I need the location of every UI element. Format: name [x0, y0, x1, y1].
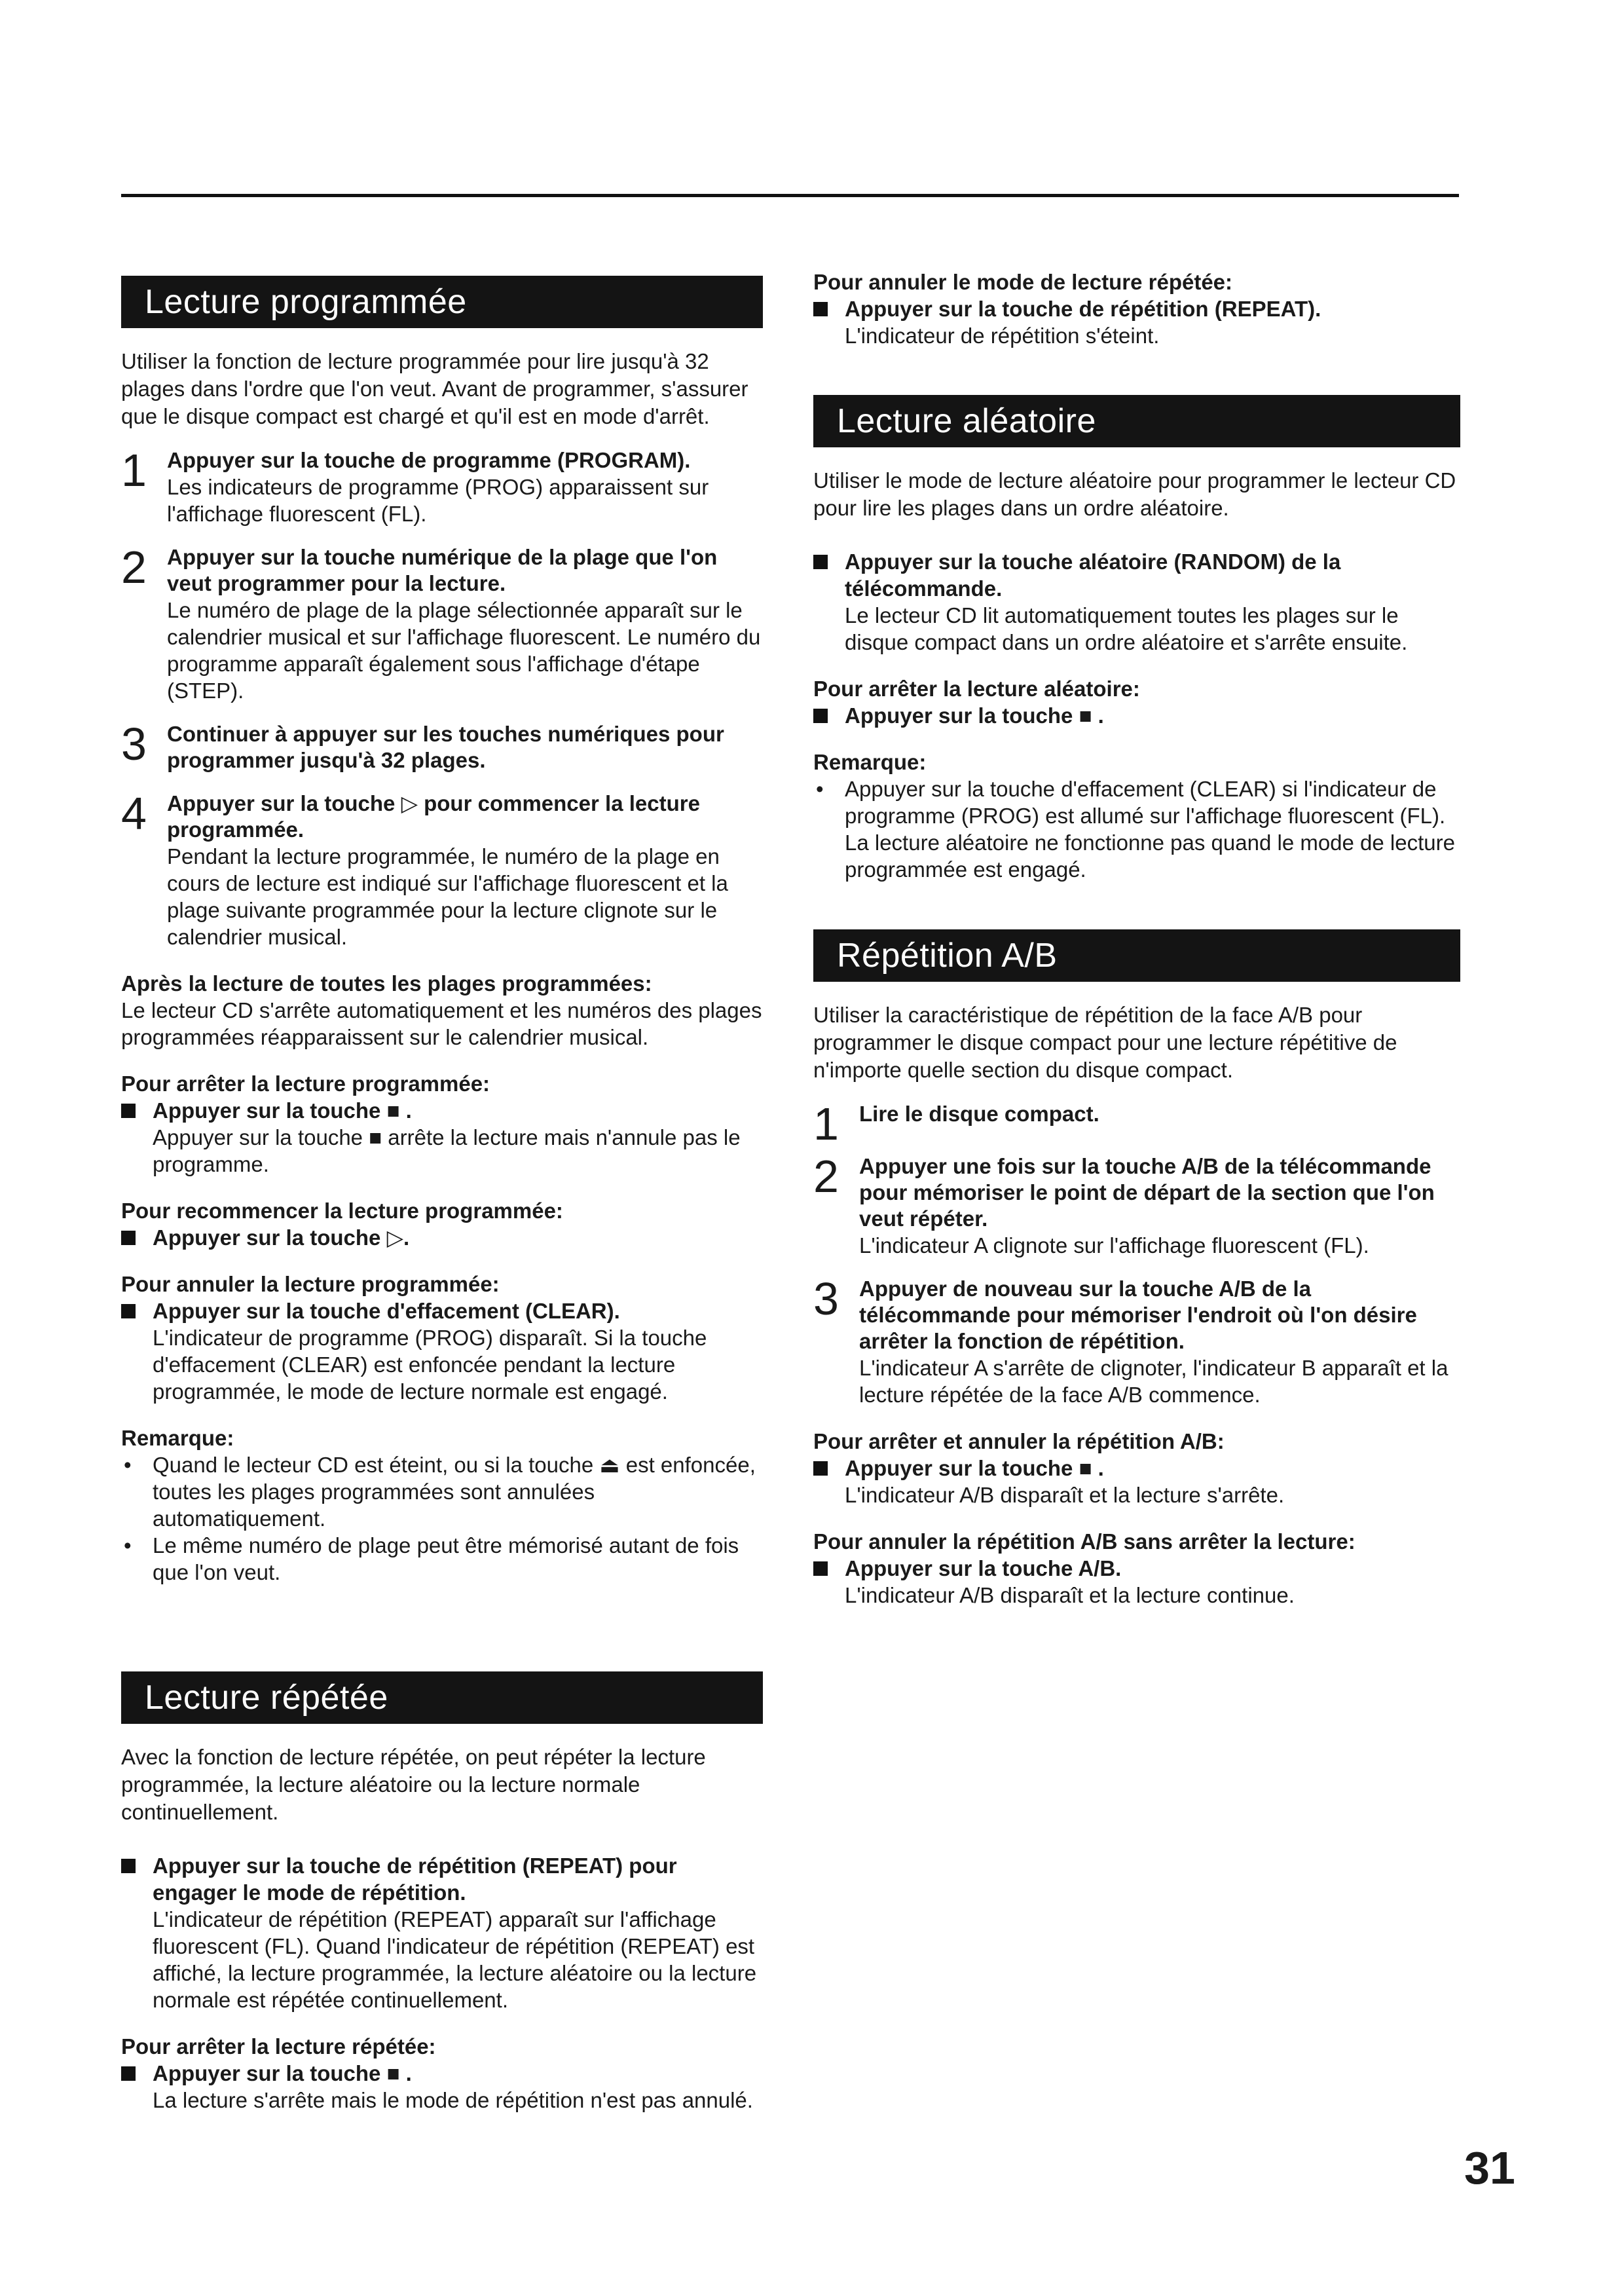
- section-title-programmed: Lecture programmée: [121, 276, 763, 328]
- intro-repeat: Avec la fonction de lecture répétée, on peut répéter la lecture programmée, la lecture aléatoire ou la lecture normale continuellement.: [121, 1745, 706, 1824]
- step-item: [121, 447, 763, 527]
- bullet-title: Appuyer sur la touche d'effacement (CLEAR).: [153, 1299, 620, 1323]
- after-programmed: [121, 970, 763, 1051]
- step-item: [813, 1098, 1460, 1149]
- bullet-desc: L'indicateur de répétition (REPEAT) apparaît sur l'affichage fluorescent (FL). Quand l'indicateur de répétition (REPEAT) est affiché, la lecture programmée, la lecture aléatoire ou la lecture normale est répétée continuellement.: [153, 1907, 757, 2012]
- bullet-desc: Le lecteur CD lit automatiquement toutes les plages sur le disque compact dans un ordre aléatoire et s'arrête ensuite.: [845, 603, 1408, 654]
- section-repeat-cancel: [813, 269, 1460, 349]
- note-item: • Quand le lecteur CD est éteint, ou si la touche ⏏ est enfoncée, toutes les plages programmées sont annulées automatiquement.: [121, 1451, 763, 1532]
- intro-ab: Utiliser la caractéristique de répétition de la face A/B pour programmer le disque compact pour une lecture répétitive de n'importe quelle section du disque compact.: [813, 1003, 1397, 1082]
- bullet-item: [813, 1555, 1460, 1609]
- random-engage: [813, 548, 1460, 656]
- square-bullet-icon: [813, 1461, 828, 1476]
- section-repeat: [121, 1671, 763, 2114]
- bullet-title: Appuyer sur la touche A/B.: [845, 1556, 1122, 1580]
- subhead-cancel-repeat: Pour annuler le mode de lecture répétée:: [813, 270, 1233, 294]
- step-title: Appuyer une fois sur la touche A/B de la télécommande pour mémoriser le point de départ de la section que l'on veut répéter.: [859, 1154, 1435, 1231]
- stop-programmed: [121, 1070, 763, 1178]
- bullet-title: Appuyer sur la touche ▷.: [153, 1225, 410, 1250]
- intro-random: Utiliser le mode de lecture aléatoire pour programmer le lecteur CD pour lire les plages dans un ordre aléatoire.: [813, 468, 1456, 520]
- subhead-cancel-ab: Pour annuler la répétition A/B sans arrêter la lecture:: [813, 1529, 1356, 1554]
- square-bullet-icon: [121, 1104, 136, 1118]
- step-desc: L'indicateur A clignote sur l'affichage fluorescent (FL).: [859, 1233, 1369, 1258]
- step-title: Appuyer sur la touche numérique de la plage que l'on veut programmer pour la lecture.: [167, 545, 718, 595]
- body-after: Le lecteur CD s'arrête automatiquement et les numéros des plages programmées réapparaissent sur le calendrier musical.: [121, 998, 762, 1049]
- step-desc: Le numéro de plage de la plage sélectionnée apparaît sur le calendrier musical et sur l'affichage fluorescent. Le numéro du programme apparaît également sous l'affichage d'étape (STEP).: [167, 598, 761, 703]
- square-bullet-icon: [813, 1561, 828, 1576]
- subhead-stop-random: Pour arrêter la lecture aléatoire:: [813, 677, 1140, 701]
- step-item: [813, 1273, 1460, 1408]
- bullet-desc: Appuyer sur la touche ■ arrête la lecture mais n'annule pas le programme.: [153, 1125, 741, 1176]
- subhead-restart: Pour recommencer la lecture programmée:: [121, 1199, 563, 1223]
- subhead-stop-repeat: Pour arrêter la lecture répétée:: [121, 2034, 436, 2059]
- bullet-item: [121, 2060, 763, 2114]
- note-head: Remarque:: [813, 750, 927, 774]
- step-number: 2: [813, 1151, 839, 1202]
- note-random: [813, 749, 1460, 883]
- step-desc: Pendant la lecture programmée, le numéro de la plage en cours de lecture est indiqué sur l'affichage fluorescent et la plage suivante programmée pour la lecture clignote sur le calendrier musical.: [167, 844, 728, 949]
- note-item: • Le même numéro de plage peut être mémorisé autant de fois que l'on veut.: [121, 1532, 763, 1586]
- cancel-ab: [813, 1528, 1460, 1609]
- bullet-item: [121, 1097, 763, 1178]
- bullet-item: [813, 295, 1460, 349]
- note-programmed: [121, 1425, 763, 1586]
- intro-programmed: Utiliser la fonction de lecture programmée pour lire jusqu'à 32 plages dans l'ordre que l'on veut. Avant de programmer, s'assurer que le disque compact est chargé et qu'il est en mode d'arrêt.: [121, 349, 748, 428]
- square-bullet-icon: [813, 709, 828, 723]
- cancel-repeat: [813, 269, 1460, 349]
- bullet-item: [121, 1852, 763, 2013]
- step-item: [121, 788, 763, 950]
- section-title-random: Lecture aléatoire: [813, 395, 1460, 447]
- steps-ab: [813, 1098, 1460, 1408]
- step-item: [121, 718, 763, 774]
- subhead-after: Après la lecture de toutes les plages programmées:: [121, 971, 652, 996]
- square-bullet-icon: [121, 1231, 136, 1245]
- step-number: 3: [813, 1273, 839, 1324]
- bullet-desc: L'indicateur de répétition s'éteint.: [845, 324, 1160, 348]
- section-title-repeat: Lecture répétée: [121, 1671, 763, 1724]
- square-bullet-icon: [121, 2066, 136, 2081]
- square-bullet-icon: [121, 1859, 136, 1873]
- step-number: 3: [121, 718, 147, 770]
- step-title: Appuyer sur la touche ▷ pour commencer la lecture programmée.: [167, 791, 700, 842]
- bullet-item: [121, 1297, 763, 1405]
- bullet-item: [121, 1224, 763, 1251]
- repeat-engage: [121, 1852, 763, 2013]
- step-number: 4: [121, 788, 147, 839]
- step-title: Continuer à appuyer sur les touches numériques pour programmer jusqu'à 32 plages.: [167, 722, 724, 772]
- square-bullet-icon: [813, 302, 828, 316]
- stop-ab: [813, 1428, 1460, 1508]
- bullet-title: Appuyer sur la touche de répétition (REPEAT).: [845, 297, 1321, 321]
- section-title-ab: Répétition A/B: [813, 929, 1460, 982]
- subhead-stop-ab: Pour arrêter et annuler la répétition A/B:: [813, 1429, 1225, 1453]
- subhead-stop: Pour arrêter la lecture programmée:: [121, 1072, 490, 1096]
- bullet-title: Appuyer sur la touche ■ .: [845, 703, 1104, 728]
- bullet-desc: L'indicateur A/B disparaît et la lecture continue.: [845, 1583, 1295, 1607]
- step-desc: Les indicateurs de programme (PROG) apparaissent sur l'affichage fluorescent (FL).: [167, 475, 709, 526]
- page-number: 31: [1464, 2142, 1515, 2193]
- section-ab: [813, 929, 1460, 1609]
- bullet-desc: L'indicateur de programme (PROG) disparaît. Si la touche d'effacement (CLEAR) est enfoncée pendant la lecture programmée, le mode de lecture normale est engagé.: [153, 1326, 707, 1404]
- bullet-desc: La lecture s'arrête mais le mode de répétition n'est pas annulé.: [153, 2088, 753, 2112]
- bullet-desc: L'indicateur A/B disparaît et la lecture s'arrête.: [845, 1483, 1285, 1507]
- section-random: [813, 395, 1460, 883]
- square-bullet-icon: [813, 555, 828, 569]
- note-head: Remarque:: [121, 1426, 234, 1450]
- steps-programmed: [121, 447, 763, 950]
- step-number: 2: [121, 542, 147, 593]
- step-title: Lire le disque compact.: [859, 1102, 1099, 1126]
- bullet-item: [813, 1455, 1460, 1508]
- stop-repeat: [121, 2033, 763, 2114]
- step-item: [813, 1153, 1460, 1259]
- section-programmed: [121, 276, 763, 1586]
- step-title: Appuyer sur la touche de programme (PROGRAM).: [167, 448, 691, 472]
- step-number: 1: [121, 445, 147, 496]
- bullet-title: Appuyer sur la touche aléatoire (RANDOM) de la télécommande.: [845, 550, 1341, 601]
- step-number: 1: [813, 1098, 839, 1149]
- step-desc: L'indicateur A s'arrête de clignoter, l'indicateur B apparaît et la lecture répétée de la face A/B commence.: [859, 1356, 1449, 1407]
- restart-programmed: [121, 1197, 763, 1251]
- square-bullet-icon: [121, 1304, 136, 1318]
- cancel-programmed: [121, 1271, 763, 1405]
- stop-random: [813, 675, 1460, 729]
- bullet-title: Appuyer sur la touche de répétition (REPEAT) pour engager le mode de répétition.: [153, 1854, 677, 1905]
- bullet-item: [813, 548, 1460, 656]
- step-item: [121, 544, 763, 704]
- bullet-title: Appuyer sur la touche ■ .: [153, 1098, 412, 1123]
- bullet-title: Appuyer sur la touche ■ .: [153, 2061, 412, 2085]
- subhead-cancel: Pour annuler la lecture programmée:: [121, 1272, 500, 1296]
- bullet-title: Appuyer sur la touche ■ .: [845, 1456, 1104, 1480]
- bullet-item: [813, 702, 1460, 729]
- step-title: Appuyer de nouveau sur la touche A/B de la télécommande pour mémoriser l'endroit où l'on désire arrêter la fonction de répétition.: [859, 1277, 1417, 1353]
- note-item: • Appuyer sur la touche d'effacement (CLEAR) si l'indicateur de programme (PROG) est allumé sur l'affichage fluorescent (FL). La lecture aléatoire ne fonctionne pas quand le mode de lecture programmée est engagé.: [813, 775, 1460, 883]
- top-rule: [121, 194, 1459, 197]
